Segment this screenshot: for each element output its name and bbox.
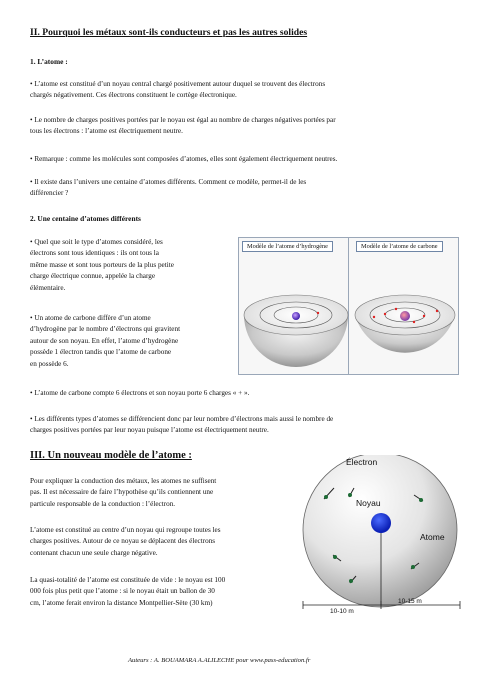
paragraph-1-line-2: chargés négativement. Ces électrons constituent le cortège électronique. [30,91,237,100]
text-line: charge électrique connue, appelée la charge [30,272,156,281]
text-line: d’hydrogène par le nombre d’électrons qui gravitent [30,325,181,334]
paragraph-6-line-1: • Les différents types d’atomes se différencient donc par leur nombre d’électrons mais aussi le nombre de [30,415,334,423]
text-line: électrons sont tous identiques : ils ont tous la [30,249,159,258]
paragraph-6-line-2: charges positives portées par leur noyau puisque l’atome est électriquement neutre. [30,426,269,435]
text-line: cm, l’atome ferait environ la distance Montpellier-Sète (30 km) [30,598,213,607]
paragraph-2-line-2: tous les électrons : l’atome est électriquement neutre. [30,127,183,136]
paragraph-4 [30,177,306,200]
label-noyau: Noyau [356,498,381,508]
text-line: 000 fois plus petit que l’atome : si le noyau était un ballon de 30 [30,587,215,596]
text-line: • Un atome de carbone diffère d’un atome [30,314,151,322]
paragraph-2 [30,115,336,138]
label-hydrogen-model: Modèle de l’atome d’hydrogène [242,241,333,252]
subheading-centaine: 2. Une centaine d’atomes différents [30,214,141,223]
paragraph-6 [30,414,333,437]
section-title-3: III. Un nouveau modèle de l’atome : [30,450,192,461]
paragraph-5: • L’atome de carbone compte 6 électrons et son noyau porte 6 charges « + ». [30,389,250,397]
label-scale-atom: 10-10 m [330,608,354,615]
atom-models-figure [238,237,459,375]
text-line: en possède 6. [30,359,69,368]
paragraph-carbone [30,313,245,370]
label-scale-nucleus: 10-15 m [398,598,422,605]
atom-models-image [238,237,459,375]
paragraph-1-line-1: • L’atome est constitué d’un noyau central chargé positivement autour duquel se trouvent des électrons [30,80,326,88]
text-line: autour de son noyau. En effet, l’atome d’hydrogène [30,336,179,345]
paragraph-electrons [30,237,245,294]
text-line: • Quel que soit le type d’atomes considéré, les [30,238,163,246]
text-line: même masse et sont tous porteurs de la plus petite [30,260,174,269]
paragraph-noyau [30,525,285,559]
subheading-atome: 1. L’atome : [30,57,68,66]
paragraph-4-line-2: différencier ? [30,189,69,198]
text-line: contenant chacun une seule charge négative. [30,548,158,557]
text-line: particule responsable de la conduction : l’électron. [30,499,176,508]
section-title-2: II. Pourquoi les métaux sont-ils conducteurs et pas les autres solides [30,27,308,38]
label-electron: Électron [346,457,378,467]
text-line: L’atome est constitué au centre d’un noyau qui regroupe toutes les [30,526,221,534]
paragraph-4-line-1: • Il existe dans l’univers une centaine d’atomes différents. Comment ce modèle, permet-il de les [30,178,307,186]
paragraph-1 [30,79,325,102]
text-line: pas. Il est nécessaire de faire l’hypothèse qu’ils contiennent une [30,488,214,497]
footer-authors: Auteurs : A. BOUAMARA A.ALILECHE pour www.pass-education.fr [128,657,311,664]
text-line: charges positives. Autour de ce noyau se déplacent des électrons [30,537,216,546]
paragraph-3: • Remarque : comme les molécules sont composées d’atomes, elles sont également électriquement neutres. [30,155,338,163]
text-line: élémentaire. [30,283,66,292]
text-line: Pour expliquer la conduction des métaux, les atomes ne suffisent [30,477,217,485]
text-line: La quasi-totalité de l’atome est constituée de vide : le noyau est 100 [30,576,226,584]
text-line: possède 1 électron tandis que l’atome de carbone [30,348,172,357]
label-atome: Atome [420,532,445,542]
paragraph-2-line-1: • Le nombre de charges positives portées par le noyau est égal au nombre de charges négatives portées par [30,116,336,124]
paragraph-vide [30,575,285,609]
label-carbon-model: Modèle de l’atome de carbone [356,241,443,252]
atom-diagram [290,455,470,625]
paragraph-conduction [30,476,285,510]
